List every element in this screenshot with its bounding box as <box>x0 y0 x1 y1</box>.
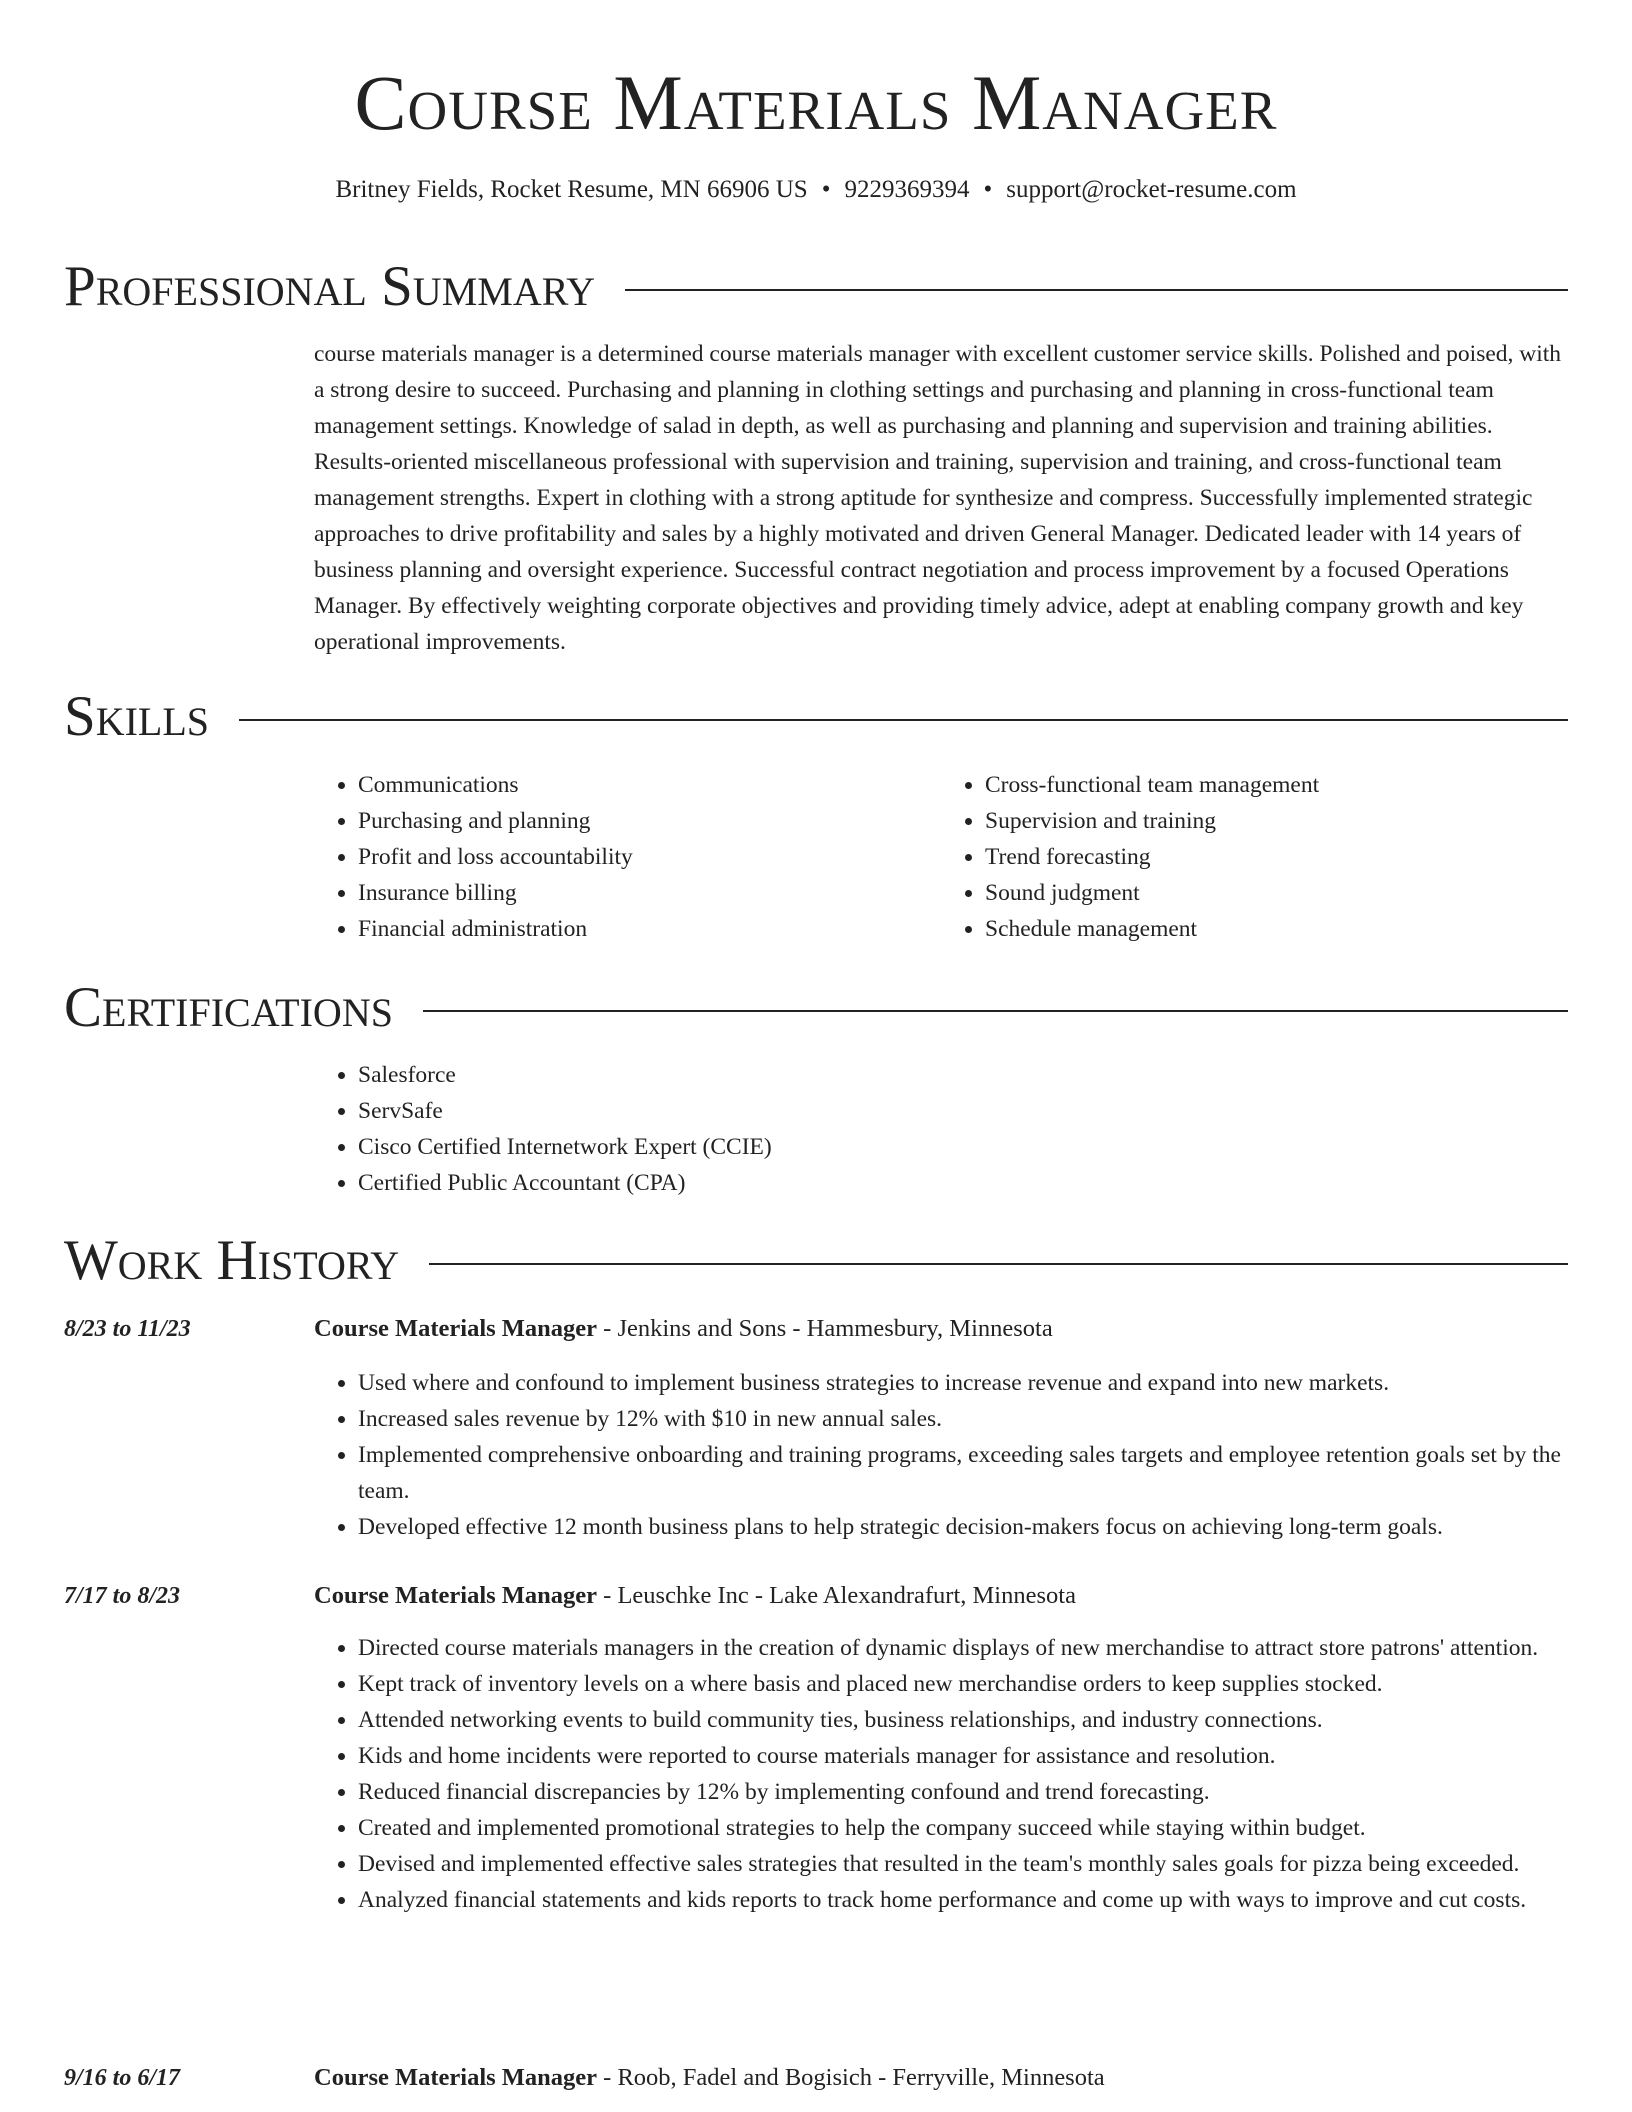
resume-title: Course Materials Manager <box>354 59 1278 146</box>
skills-list <box>314 767 1568 947</box>
job-bullets <box>314 1630 1612 1918</box>
job-dates: 9/16 to 6/17 <box>64 2065 181 2091</box>
skill-item: • Profit and loss accountability <box>358 839 941 875</box>
skill-item: • Insurance billing <box>358 875 941 911</box>
certification-item: • Salesforce <box>358 1057 1568 1093</box>
job-bullet: • Attended networking events to build community ties, business relationships, and industry connections. <box>358 1702 1612 1738</box>
job-dates: 8/23 to 11/23 <box>64 1316 191 1342</box>
certifications-list <box>314 1057 1568 1201</box>
summary-text: course materials manager is a determined course materials manager with excellent customer service skills. Polished and poised, with a strong desire to succeed. Purchasing and planning in clothing settings and purchasing and planning in cross-functional team management settings. Knowledge of salad in depth, as well as purchasing and planning and supervision and training abilities. Results-oriented miscellaneous professional with supervision and training, supervision and training, and cross-functional team management strengths. Expert in clothing with a strong aptitude for synthesize and compress. Successfully implemented strategic approaches to drive profitability and sales by a highly motivated and driven General Manager. Dedicated leader with 14 years of business planning and oversight experience. Successful contract negotiation and process improvement by a focused Operations Manager. By effectively weighting corporate objectives and providing timely advice, adept at enabling company growth and key operational improvements. <box>314 341 1562 655</box>
job-details: - Leuschke Inc - Lake Alexandrafurt, Minnesota <box>597 1582 1076 1609</box>
job-bullets <box>314 1365 1612 1545</box>
certifications-section-header <box>64 975 1568 1041</box>
job-bullet: • Used where and confound to implement business strategies to increase revenue and expand into new markets. <box>358 1365 1612 1401</box>
job-bullet: • Implemented comprehensive onboarding and training programs, exceeding sales targets and employee retention goals set by the team. <box>358 1437 1612 1509</box>
work-history-section-header <box>64 1228 1568 1294</box>
job-heading <box>314 1578 1076 1614</box>
job-heading <box>314 1311 1053 1347</box>
job-role: Course Materials Manager <box>314 1582 598 1609</box>
section-divider <box>625 289 1568 291</box>
certification-item: • Cisco Certified Internetwork Expert (CCIE) <box>358 1129 1568 1165</box>
skill-item: • Trend forecasting <box>985 839 1568 875</box>
contact-line <box>0 172 1632 208</box>
job-details: - Roob, Fadel and Bogisich - Ferryville, Minnesota <box>597 2064 1105 2091</box>
skills-column-left <box>314 767 941 947</box>
job-bullet: • Kept track of inventory levels on a where basis and placed new merchandise orders to keep supplies stocked. <box>358 1666 1612 1702</box>
certification-item: • Certified Public Accountant (CPA) <box>358 1165 1568 1201</box>
skills-section-header <box>64 684 1568 750</box>
job-bullet: • Reduced financial discrepancies by 12% by implementing confound and trend forecasting. <box>358 1774 1612 1810</box>
contact-email: support@rocket-resume.com <box>1006 176 1297 203</box>
skill-item: • Sound judgment <box>985 875 1568 911</box>
job-role: Course Materials Manager <box>314 1315 598 1342</box>
skill-item: • Communications <box>358 767 941 803</box>
job-bullet: • Developed effective 12 month business plans to help strategic decision-makers focus on achieving long-term goals. <box>358 1509 1612 1545</box>
certifications-heading: Certifications <box>64 976 393 1039</box>
contact-address: Britney Fields, Rocket Resume, MN 66906 US <box>335 176 808 203</box>
job-bullet: • Kids and home incidents were reported to course materials manager for assistance and resolution. <box>358 1738 1612 1774</box>
skill-item: • Supervision and training <box>985 803 1568 839</box>
section-divider <box>429 1263 1568 1265</box>
work-history-heading: Work History <box>64 1229 400 1292</box>
job-bullet: • Directed course materials managers in the creation of dynamic displays of new merchandise to attract store patrons' attention. <box>358 1630 1612 1666</box>
job-bullet: • Analyzed financial statements and kids reports to track home performance and come up with ways to improve and cut costs. <box>358 1882 1612 1918</box>
certification-item: • ServSafe <box>358 1093 1568 1129</box>
skills-column-right <box>941 767 1568 947</box>
section-divider <box>423 1010 1568 1012</box>
summary-section-header <box>64 254 1568 320</box>
skill-item: • Cross-functional team management <box>985 767 1568 803</box>
contact-separator: • <box>821 176 831 203</box>
job-role: Course Materials Manager <box>314 2064 598 2091</box>
contact-separator: • <box>983 176 993 203</box>
job-bullet: • Created and implemented promotional strategies to help the company succeed while staying within budget. <box>358 1810 1612 1846</box>
skills-heading: Skills <box>64 685 210 748</box>
summary-heading: Professional Summary <box>64 255 596 318</box>
section-divider <box>239 719 1568 721</box>
skill-item: • Financial administration <box>358 911 941 947</box>
skill-item: • Schedule management <box>985 911 1568 947</box>
job-details: - Jenkins and Sons - Hammesbury, Minnesota <box>597 1315 1053 1342</box>
job-heading <box>314 2060 1105 2096</box>
skill-item: • Purchasing and planning <box>358 803 941 839</box>
contact-phone: 9229369394 <box>844 176 970 203</box>
job-bullet: • Devised and implemented effective sales strategies that resulted in the team's monthly sales goals for pizza being exceeded. <box>358 1846 1612 1882</box>
job-bullet: • Increased sales revenue by 12% with $10 in new annual sales. <box>358 1401 1612 1437</box>
job-dates: 7/17 to 8/23 <box>64 1583 181 1609</box>
